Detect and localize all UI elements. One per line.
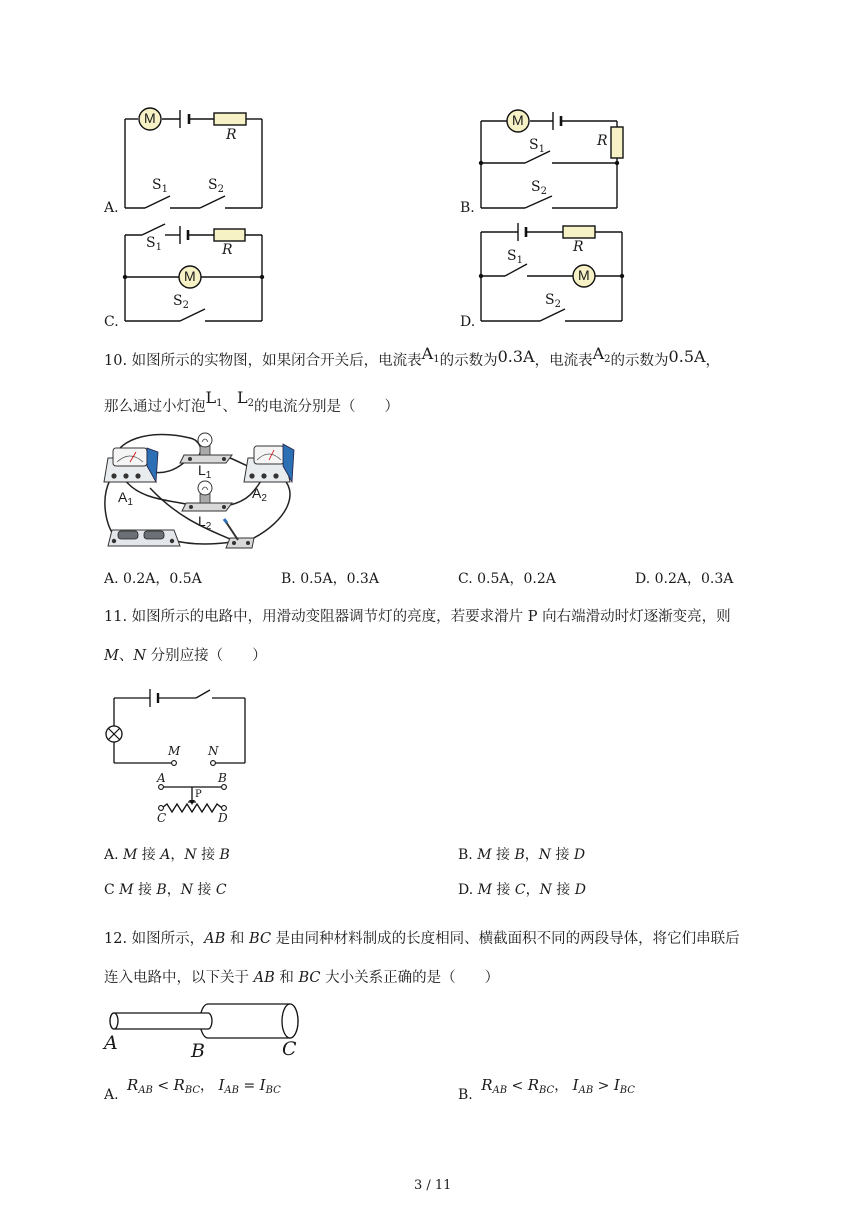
q11-option-a: A. M 接 A，N 接 B — [104, 847, 230, 863]
q9-a-s1-label: $S_1$ — [152, 177, 168, 195]
q11-fig-p-label: P — [195, 789, 202, 800]
page-number: 3 / 11 — [414, 1178, 452, 1193]
q9-b-r-label: R — [597, 133, 608, 149]
q9-d-s2-label: $S_2$ — [545, 292, 561, 310]
q11-fig-m-label: M — [168, 744, 181, 758]
q11-option-d: D. M 接 C，N 接 D — [458, 882, 586, 898]
q12-fig-a-label: A — [104, 1032, 118, 1054]
q12-stem-line2: 连入电路中，以下关于 AB 和 BC 大小关系正确的是（ ） — [104, 970, 500, 986]
q10-fig-a2-label: $A_2$ — [252, 485, 267, 504]
q10-option-a: A. 0.2A，0.5A — [104, 571, 202, 587]
q9-b-s1-label: $S_1$ — [529, 137, 545, 155]
q9-d-s1-label: $S_1$ — [507, 248, 523, 266]
q10-option-d: D. 0.2A，0.3A — [635, 571, 734, 587]
q9-a-s2-label: $S_2$ — [208, 177, 224, 195]
q11-fig-c-label: C — [157, 811, 167, 825]
q11-stem-line2: M、N 分别应接（ ） — [104, 648, 267, 664]
q9-b-motor-label: M — [512, 112, 524, 128]
q9-option-c-letter: C. — [104, 314, 119, 330]
q11-fig-a-label: A — [157, 771, 166, 785]
q11-fig-b-label: B — [218, 771, 227, 785]
q10-stem-line2: 那么通过小灯泡$L_1$、$L_2$的电流分别是（ ） — [104, 388, 399, 415]
q9-c-motor-label: M — [184, 268, 196, 284]
q9-c-r-label: R — [222, 242, 233, 258]
q12-option-a: A. $R_{AB} < R_{BC}$， $I_{AB} = I_{BC}$ — [104, 1076, 281, 1103]
q9-d-motor-label: M — [578, 267, 590, 283]
q9-c-s2-label: $S_2$ — [173, 293, 189, 311]
q11-option-b: B. M 接 B，N 接 D — [458, 847, 586, 863]
q11-fig-d-label: D — [218, 811, 228, 825]
q10-option-b: B. 0.5A，0.3A — [281, 571, 379, 587]
q10-option-c: C. 0.5A，0.2A — [458, 571, 556, 587]
q12-fig-b-label: B — [191, 1040, 205, 1062]
q9-option-d-letter: D. — [460, 314, 476, 330]
q9-b-s2-label: $S_2$ — [531, 179, 547, 197]
q9-d-r-label: R — [573, 239, 584, 255]
q10-fig-l1-label: $L_1$ — [198, 462, 212, 481]
q12-stem-line1: 12. 如图所示，AB 和 BC 是由同种材料制成的长度相同、横截面积不同的两段导体，将它们串联后 — [104, 931, 740, 947]
q11-fig-n-label: N — [208, 744, 219, 758]
q10-fig-l2-label: $L_2$ — [198, 513, 212, 532]
q9-c-s1-label: $S_1$ — [146, 235, 162, 253]
q9-a-r-label: R — [226, 127, 237, 143]
q12-option-b: B. $R_{AB} < R_{BC}$， $I_{AB} > I_{BC}$ — [458, 1076, 635, 1103]
q11-option-c: C M 接 B，N 接 C — [104, 882, 227, 898]
q12-fig-c-label: C — [282, 1038, 297, 1060]
q9-option-a-letter: A. — [104, 200, 119, 216]
q10-stem-line1: 10. 如图所示的实物图，如果闭合开关后，电流表$A_1$的示数为0.3A，电流表$A_2$的示数为0.5A， — [104, 344, 721, 369]
q9-a-motor-label: M — [144, 110, 156, 126]
q10-fig-a1-label: $A_1$ — [118, 489, 133, 508]
q11-stem-line1: 11. 如图所示的电路中，用滑动变阻器调节灯的亮度，若要求滑片 P 向右端滑动时灯逐渐变亮，则 — [104, 609, 731, 625]
q9-option-b-letter: B. — [460, 200, 475, 216]
